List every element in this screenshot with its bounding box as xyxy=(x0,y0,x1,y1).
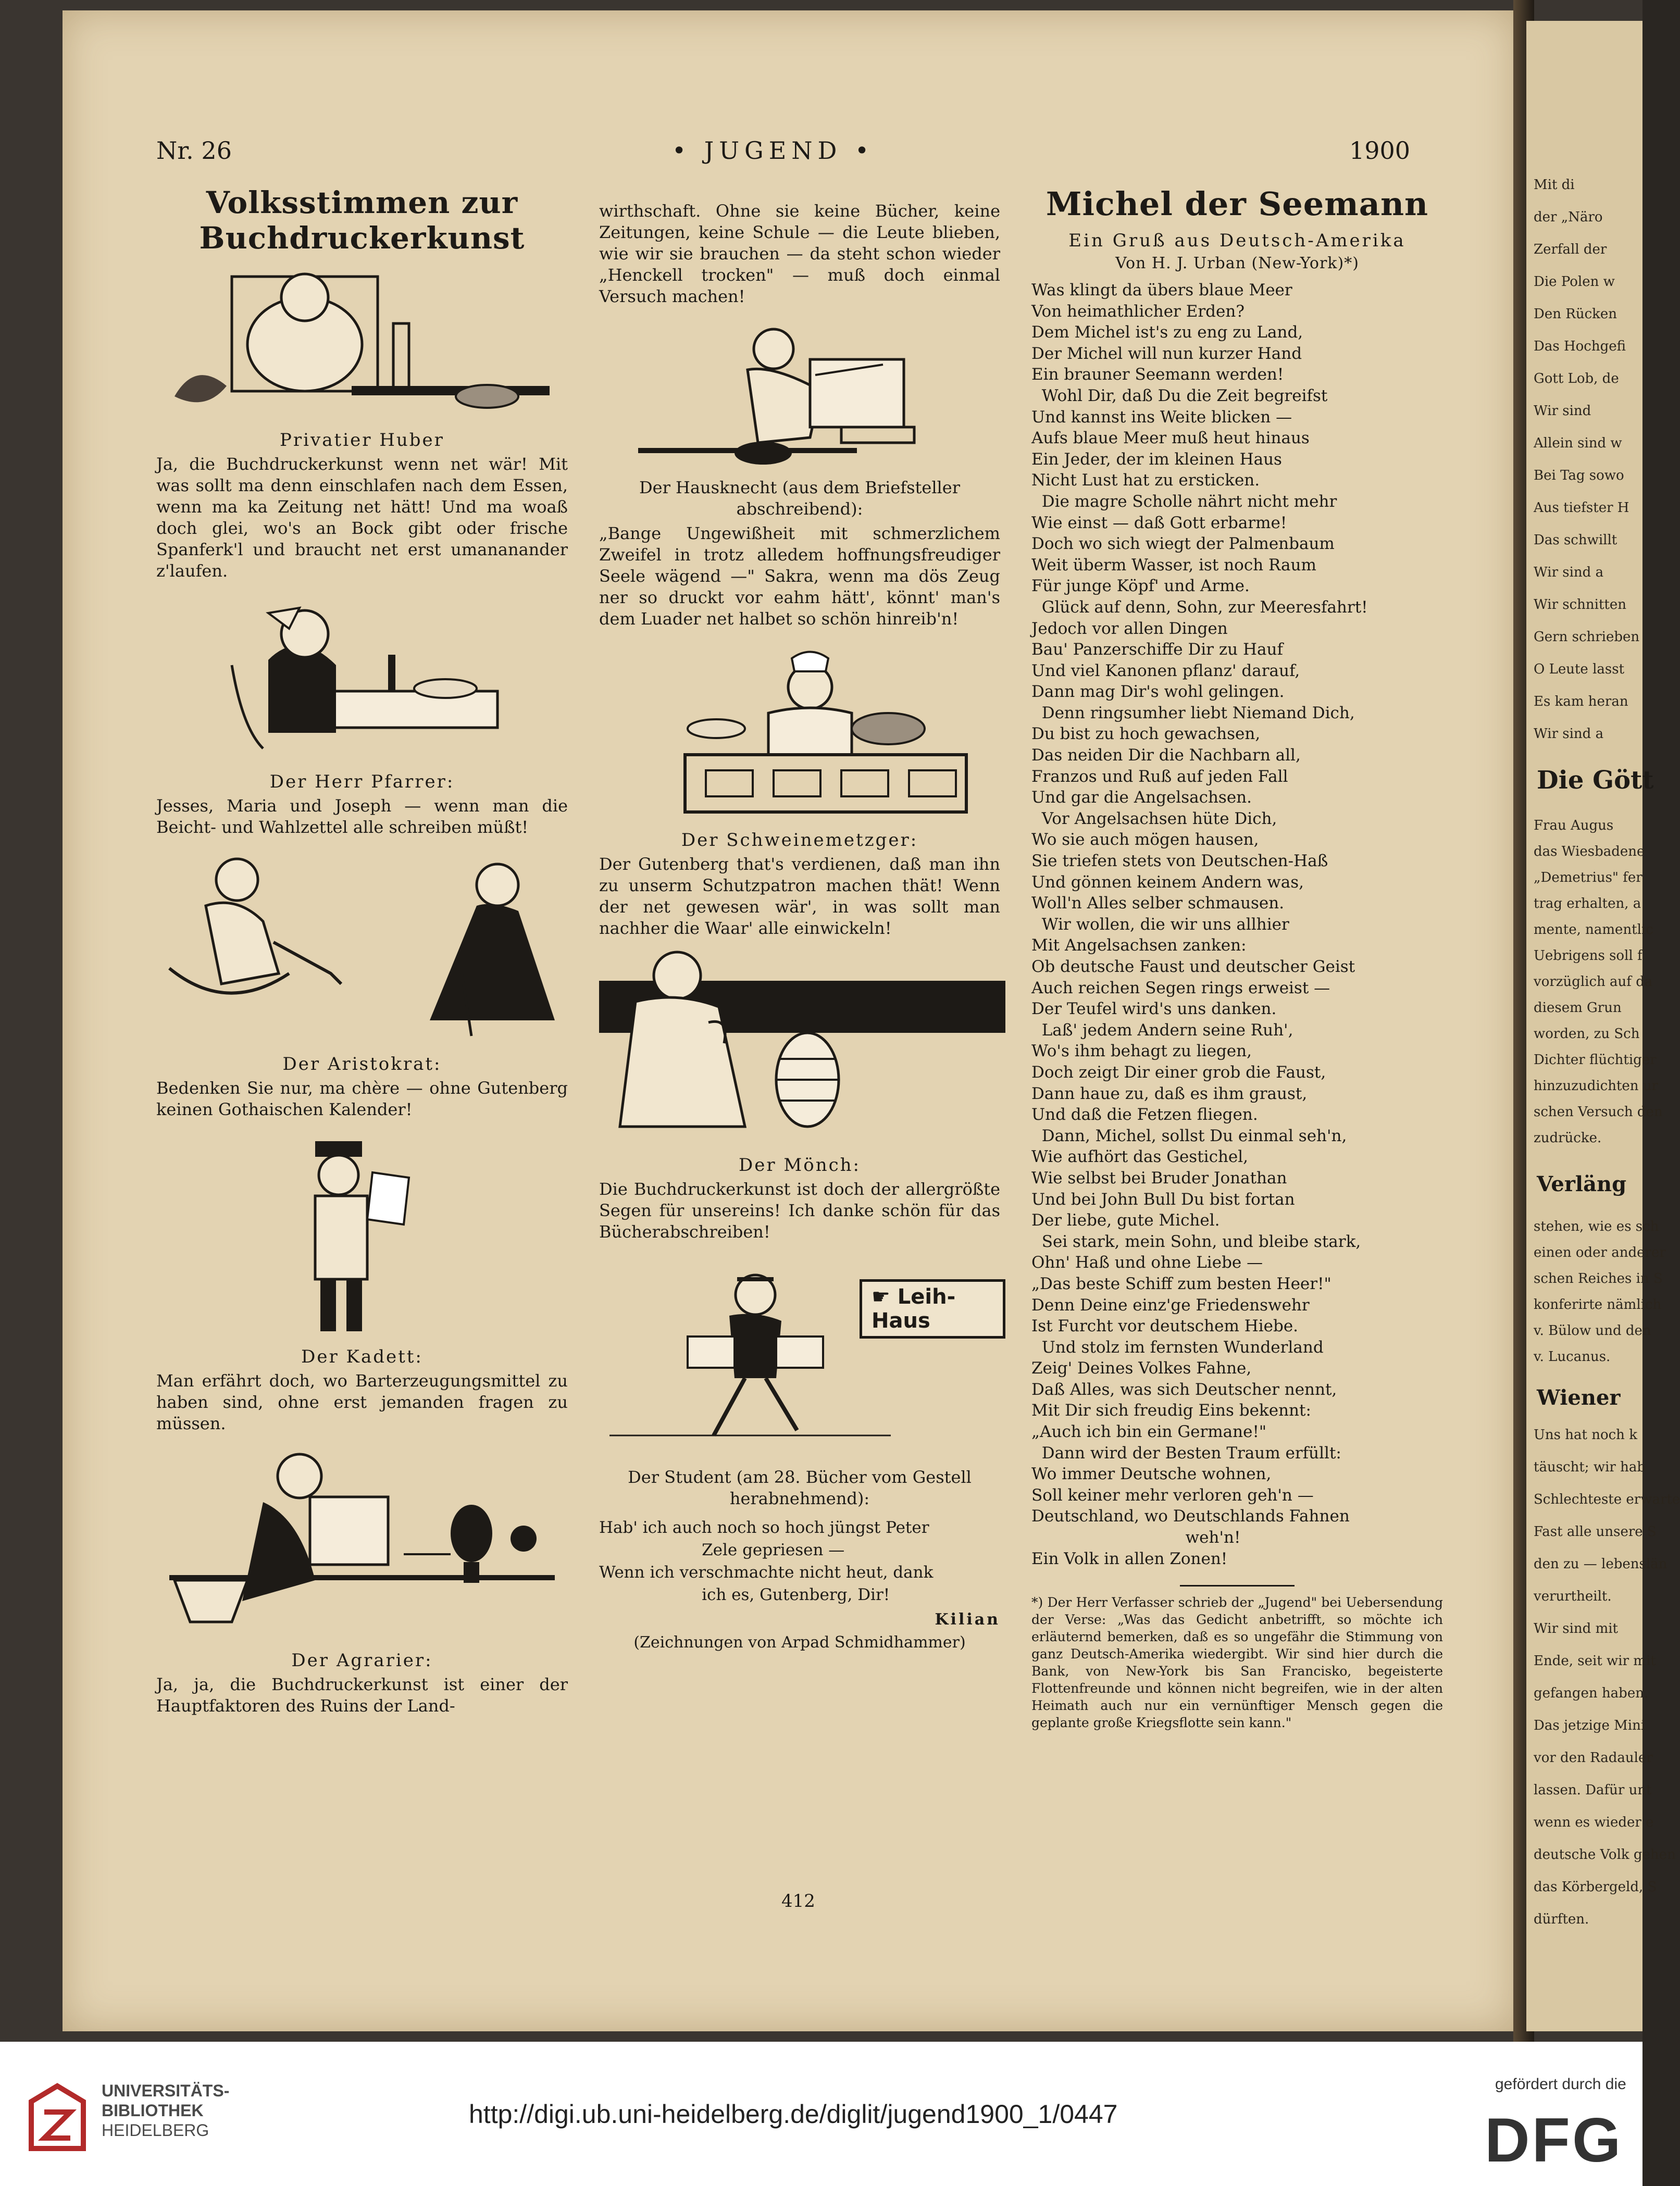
next-page-line: den zu — lebenslän xyxy=(1534,1556,1667,1572)
next-page-line: das Körbergeld, S xyxy=(1534,1879,1657,1895)
column-3 xyxy=(1031,185,1443,1744)
next-page-line: worden, zu Sch xyxy=(1534,1026,1640,1042)
next-page-line: deutsche Volk gehen xyxy=(1534,1847,1676,1863)
next-page-line: Das Hochgefi xyxy=(1534,339,1626,354)
next-page-line: das Wiesbadene xyxy=(1534,844,1645,859)
next-page-line: verurtheilt. xyxy=(1534,1589,1612,1604)
illustration-moench xyxy=(599,950,1005,1147)
illustration-student xyxy=(599,1264,1005,1456)
next-page-line: einen oder anderer xyxy=(1534,1245,1666,1260)
illustration-aristokrat xyxy=(159,848,565,1046)
caption-kadett: Der Kadett: xyxy=(301,1346,423,1367)
digitization-url[interactable]: http://digi.ub.uni-heidelberg.de/diglit/jugend1900_1/0447 xyxy=(469,2100,1118,2129)
magazine-title: • JUGEND • xyxy=(672,136,875,165)
next-page-line: Bei Tag sowo xyxy=(1534,468,1624,483)
caption-privatier: Privatier Huber xyxy=(280,430,444,451)
institution-line-3: HEIDELBERG xyxy=(102,2121,209,2140)
next-page-line: vorzüglich auf da xyxy=(1534,974,1653,990)
poem-title: Michel der Seemann xyxy=(1046,185,1429,223)
next-page-line: dürften. xyxy=(1534,1912,1589,1927)
next-page-line: Fast alle unsere S xyxy=(1534,1524,1657,1540)
text-agrarier-continued: wirthschaft. Ohne sie keine Bücher, keine Zeitungen, keine Schule — die Leute blieben, wie wir sie brauchen — da steht schon wieder „Henckell trocken" — muß doch einmal Versuch machen! xyxy=(599,201,1000,306)
poem-author: Von H. J. Urban (New-York)*) xyxy=(1115,254,1359,272)
next-page-line: „Demetrius" fer xyxy=(1534,870,1642,885)
illustration-hausknecht xyxy=(602,318,998,474)
illustration-schweinemetzger xyxy=(602,640,998,822)
caption-agrarier: Der Agrarier: xyxy=(291,1650,433,1671)
next-page-line: vor den Radauler xyxy=(1534,1750,1653,1766)
illustration-agrarier xyxy=(159,1445,565,1643)
next-page-line: Mit di xyxy=(1534,177,1575,193)
next-page-line: stehen, wie es sch xyxy=(1534,1219,1659,1234)
caption-moench: Der Mönch: xyxy=(738,1155,861,1176)
next-page-line: Allein sind w xyxy=(1534,435,1622,451)
next-page-line: mente, namentlic xyxy=(1534,922,1653,938)
signature: Kilian xyxy=(935,1610,1000,1629)
institution-line-2: BIBLIOTHEK xyxy=(102,2101,204,2120)
next-page-line: v. Lucanus. xyxy=(1534,1349,1611,1365)
illustration-privatier xyxy=(164,266,560,422)
next-page-line: Wir sind a xyxy=(1534,565,1604,580)
verse-student: Hab' ich auch noch so hoch jüngst Peter Zele gepriesen — Wenn ich verschmachte nicht heut, dank ich es, Gutenberg, Dir! xyxy=(599,1518,934,1604)
next-page-line: wenn es wieder e xyxy=(1534,1815,1654,1830)
next-page-line: Gern schrieben xyxy=(1534,629,1640,645)
text-aristokrat: Bedenken Sie nur, ma chère — ohne Gutenberg keinen Gothaischen Kalender! xyxy=(156,1078,568,1119)
next-page-line: Uns hat noch k xyxy=(1534,1427,1637,1443)
text-schweinemetzger: Der Gutenberg that's verdienen, daß man ihn zu unserm Schutzpatron machen thät! Wenn der net gewesen wär', in was sollt man nachher die Waar' alle einwickeln! xyxy=(599,854,1000,938)
illustration-pfarrer xyxy=(164,592,560,764)
next-page-line: Aus tiefster H xyxy=(1534,500,1629,516)
funded-by-label: gefördert durch die xyxy=(1495,2076,1626,2093)
next-page-line: schen Reiches in S xyxy=(1534,1271,1663,1286)
text-agrarier: Ja, ja, die Buchdruckerkunst ist einer der Hauptfaktoren des Ruins der Land- xyxy=(156,1675,568,1716)
next-page-line: konferirte nämlich xyxy=(1534,1297,1662,1313)
text-hausknecht: „Bange Ungewißheit mit schmerzlichem Zweifel in trotz alledem hoffnungsfreudiger Seele wägend —" Sakra, wenn ma dös Zeug ner so druckt vor eahm hätt', könnt' man's dem Luader net halbet so schön hinreib'n! xyxy=(599,523,1000,629)
next-page-line: zudrücke. xyxy=(1534,1130,1602,1146)
issue-number: Nr. 26 xyxy=(156,136,232,165)
next-page-line: hinzuzudichten ur xyxy=(1534,1078,1658,1094)
poem-text: Was klingt da übers blaue Meer Von heimathlicher Erden? Dem Michel ist's zu eng zu Land, Der Michel will nun kurzer Hand Ein brauner Seemann werden! Wohl Dir, daß Du die Zeit begreifst Und kannst ins Weite blicken — Aufs blaue Meer muß heut hinaus Ein Jeder, der im kleinen Haus Nicht Lust hat zu ersticken. Die magre Scholle nährt nicht mehr Wie einst — daß Gott erbarme! Doch wo sich wiegt der Palmenbaum Weit überm Wasser, ist noch Raum Für junge Köpf' und Arme. Glück auf denn, Sohn, zur Meeresfahrt! Jedoch vor allen Dingen Bau' Panzerschiffe Dir zu Hauf Und viel Kanonen pflanz' darauf, Dann mag Dir's wohl gelingen. Denn ringsumher liebt Niemand Dich, Du bist zu hoch gewachsen, Das neiden Dir die Nachbarn all, Franzos und Ruß auf jeden Fall Und gar die Angelsachsen. Vor Angelsachsen hüte Dich, Wo sie auch mögen hausen, Sie triefen stets von Deutschen-Haß Und gönnen keinem Andern was, Woll'n Alles selber schmausen. Wir wollen, die wir uns allhier Mit Angelsachsen zanken: Ob deutsche Faust und deutscher Geist Auch reichen Segen rings erweist — Der Teufel wird's uns danken. Laß' jedem Andern seine Ruh', Wo's ihm behagt zu liegen, Doch zeigt Dir einer grob die Faust, Dann haue zu, daß es ihm graust, Und daß die Fetzen fliegen. Dann, Michel, sollst Du einmal seh'n, Wie aufhört das Gestichel, Wie selbst bei Bruder Jonathan Und bei John Bull Du bist fortan Der liebe, gute Michel. Sei stark, mein Sohn, und bleibe stark, Ohn' Haß und ohne Liebe — „Das beste Schiff zum besten Heer!" Denn Deine einz'ge Friedenswehr Ist Furcht vor deutschem Hiebe. Und stolz im fernsten Wunderland Zeig' Deines Volkes Fahne, Daß Alles, was sich Deutscher nennt, Mit Dir sich freudig Eins bekennt: „Auch ich bin ein Germane!" Dann wird der Besten Traum erfüllt: Wo immer Deutsche wohnen, Soll keiner mehr verloren geh'n — Deutschland, wo Deutschlands Fahnen weh'n! Ein Volk in allen Zonen! xyxy=(1031,281,1368,1568)
illustration-kadett xyxy=(164,1131,560,1339)
caption-hausknecht: Der Hausknecht (aus dem Briefsteller abschreibend): xyxy=(639,478,961,519)
next-page-line: Wir schnitten xyxy=(1534,597,1627,613)
text-kadett: Man erfährt doch, wo Barterzeugungsmittel zu haben sind, ohne erst jemanden fragen zu müssen. xyxy=(156,1371,568,1433)
next-page-line: Schlechteste erwarte xyxy=(1534,1492,1680,1507)
next-page-line: schen Versuch den xyxy=(1534,1104,1663,1120)
page-number: 412 xyxy=(781,1891,815,1912)
next-page-line: Ende, seit wir mit xyxy=(1534,1653,1656,1669)
footnote-divider xyxy=(1180,1585,1295,1587)
next-page-line: diesem Grun xyxy=(1534,1000,1622,1016)
next-page-line: Zerfall der xyxy=(1534,242,1607,257)
dfg-logo: DFG xyxy=(1485,2105,1623,2175)
year: 1900 xyxy=(1349,136,1411,165)
institution-line-1: UNIVERSITÄTS- xyxy=(102,2081,230,2100)
next-page-line: Uebrigens soll f xyxy=(1534,948,1642,964)
next-page-line: Den Rücken xyxy=(1534,306,1617,322)
next-page-line: O Leute lasst xyxy=(1534,661,1625,677)
next-page-heading-2: Verläng xyxy=(1537,1172,1627,1196)
text-moench: Die Buchdruckerkunst ist doch der allergrößte Segen für unsereins! Ich danke schön für das Bücherabschreiben! xyxy=(599,1179,1000,1242)
text-privatier: Ja, die Buchdruckerkunst wenn net wär! Mit was sollt ma denn einschlafen nach dem Essen, wenn ma ka Zeitung net hätt! Und ma woaß doch glei, wo's an Bock gibt oder frische Spanferk'l und braucht net erst umananander z'laufen. xyxy=(156,454,568,581)
next-page-line: Gott Lob, de xyxy=(1534,371,1619,386)
column-2 xyxy=(599,185,1000,1653)
leih-haus-label: Leih-Haus xyxy=(872,1285,956,1333)
caption-pfarrer: Der Herr Pfarrer: xyxy=(269,771,455,792)
next-page-line: Die Polen w xyxy=(1534,274,1615,290)
next-page-line: Wir sind xyxy=(1534,403,1591,419)
text-pfarrer: Jesses, Maria und Joseph — wenn man die Beicht- und Wahlzettel alle schreiben müßt! xyxy=(156,796,568,837)
next-page-line: Das schwillt xyxy=(1534,532,1617,548)
column-1-title: Volksstimmen zur Buchdruckerkunst xyxy=(199,185,525,256)
next-page-line: Wir sind mit xyxy=(1534,1621,1619,1637)
next-page-line: Wir sind a xyxy=(1534,726,1604,742)
leih-haus-sign: ☛ Leih-Haus xyxy=(860,1279,1005,1339)
next-page-heading-1: Die Gött xyxy=(1537,766,1654,795)
caption-aristokrat: Der Aristokrat: xyxy=(282,1054,442,1075)
column-1 xyxy=(156,185,568,1717)
institution-name xyxy=(102,2081,229,2140)
caption-schweinemetzger: Der Schweinemetzger: xyxy=(681,830,918,851)
next-page-line: v. Bülow und den xyxy=(1534,1323,1651,1339)
illustration-credit: (Zeichnungen von Arpad Schmidhammer) xyxy=(633,1633,966,1652)
footnote: *) Der Herr Verfasser schrieb der „Jugend" bei Uebersendung der Verse: „Was das Gedicht anbetrifft, so möchte ich erläuternd bemerken, daß es so ungefähr die Stimmung von ganz Deutsch-Amerika wiedergibt. Wir sind hier durch die Bank, von New-York bis San Francisko, begeisterte Flottenfreunde und können nicht begreifen, wie in der alten Heimath auch nur ein vernünftiger Mensch gegen die geplante große Kriegsflotte sein kann." xyxy=(1031,1595,1443,1731)
next-page-heading-3: Wiener xyxy=(1537,1385,1621,1410)
next-page-line: Dichter flüchtiger xyxy=(1534,1052,1657,1068)
next-page-line: täuscht; wir hab xyxy=(1534,1459,1646,1475)
poem-subtitle: Ein Gruß aus Deutsch-Amerika xyxy=(1068,230,1406,251)
next-page-line: Es kam heran xyxy=(1534,694,1628,709)
next-page-line: Das jetzige Mini xyxy=(1534,1718,1646,1733)
next-page-fragment xyxy=(1526,21,1680,2031)
university-library-logo xyxy=(21,2081,94,2154)
caption-student: Der Student (am 28. Bücher vom Gestell herabnehmend): xyxy=(628,1467,972,1508)
next-page-line: gefangen haben. xyxy=(1534,1685,1649,1701)
next-page-line: der „Näro xyxy=(1534,209,1603,225)
next-page-line: Frau Augus xyxy=(1534,818,1614,833)
next-page-line: lassen. Dafür unt xyxy=(1534,1782,1652,1798)
next-page-line: trag erhalten, a xyxy=(1534,896,1641,911)
